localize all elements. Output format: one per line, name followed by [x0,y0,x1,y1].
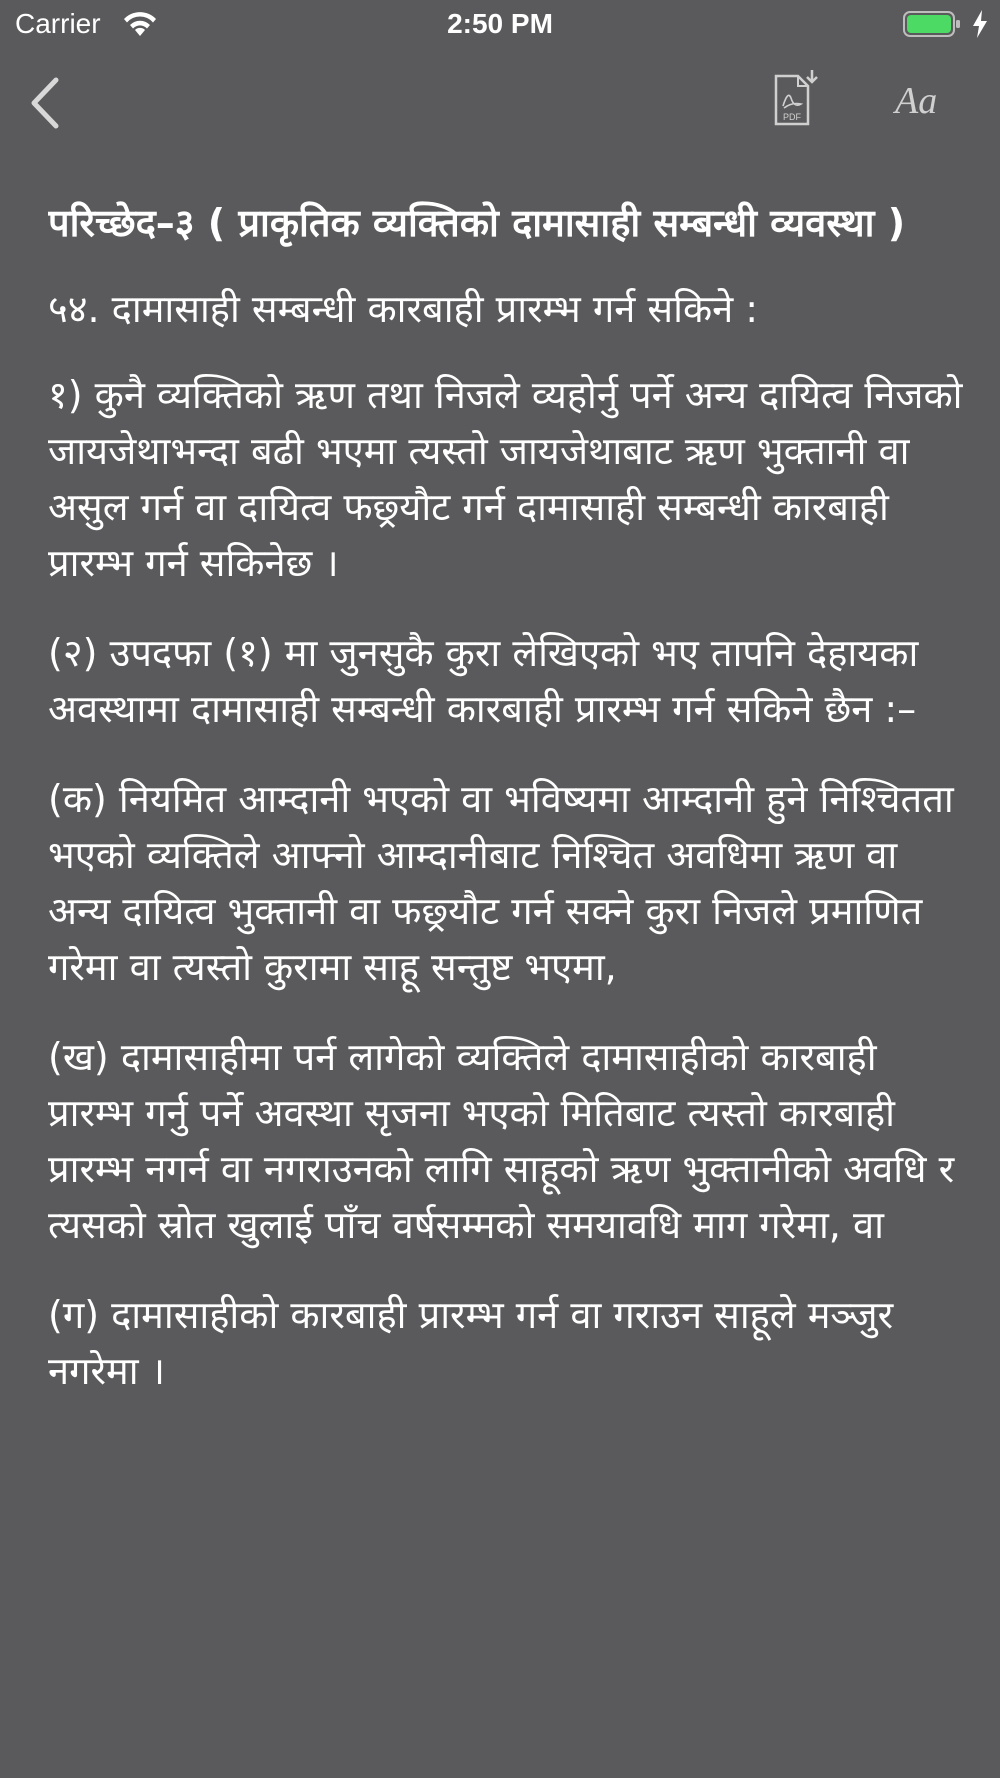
pdf-download-icon [770,68,820,128]
paragraph: (ख) दामासाहीमा पर्न लागेको व्यक्तिले दामासाहीको कारबाही प्रारम्भ गर्नु पर्ने अवस्था सृजना भएको मितिबाट त्यस्तो कारबाही प्रारम्भ नगर्न वा नगराउनको लागि साहूको ऋण भुक्तानीको अवधि र त्यसको स्रोत खुलाई पाँच वर्षसम्मको समयावधि माग गरेमा, वा [48,1035,955,1247]
back-button[interactable] [22,72,72,132]
status-bar [0,0,1000,50]
section-heading: ५४. दामासाही सम्बन्धी कारबाही प्रारम्भ गर्न सकिने : [48,287,759,331]
battery-icon [903,11,961,37]
chevron-left-icon [22,72,72,132]
paragraph: १) कुनै व्यक्तिको ऋण तथा निजले व्यहोर्नु पर्ने अन्य दायित्व निजको जायजेथाभन्दा बढी भएमा त्यस्तो जायजेथाबाट ऋण भुक्तानी वा असुल गर्न वा दायित्व फछ्र्यौट गर्न दामासाही सम्बन्धी कारबाही प्रारम्भ गर्न सकिनेछ । [48,373,963,585]
font-size-button[interactable]: Aa [895,80,938,122]
paragraph: (ग) दामासाहीको कारबाही प्रारम्भ गर्न वा गराउन साहूले मञ्जुर नगरेमा । [48,1293,894,1393]
charging-icon [970,9,990,39]
paragraph: (क) नियमित आम्दानी भएको वा भविष्यमा आम्दानी हुने निश्चितता भएको व्यक्तिले आफ्नो आम्दानीबाट निश्चित अवधिमा ऋण वा अन्य दायित्व भुक्तानी वा फछ्र्यौट गर्न सक्ने कुरा निजले प्रमाणित गरेमा वा त्यस्तो कुरामा साहू सन्तुष्ट भएमा, [48,777,954,989]
chapter-title: परिच्छेद–३ ( प्राकृतिक व्यक्तिको दामासाही सम्बन्धी व्यवस्था ) [48,201,906,245]
carrier-label: Carrier [15,8,101,39]
nav-bar [0,50,1000,160]
status-time: 2:50 PM [447,8,553,39]
pdf-icon-label: PDF [783,112,801,122]
document-content [48,195,968,1655]
pdf-download-button[interactable] [770,68,820,128]
paragraph: (२) उपदफा (१) मा जुनसुकै कुरा लेखिएको भए तापनि देहायका अवस्थामा दामासाही सम्बन्धी कारबाही प्रारम्भ गर्न सकिने छैन :– [48,631,919,731]
